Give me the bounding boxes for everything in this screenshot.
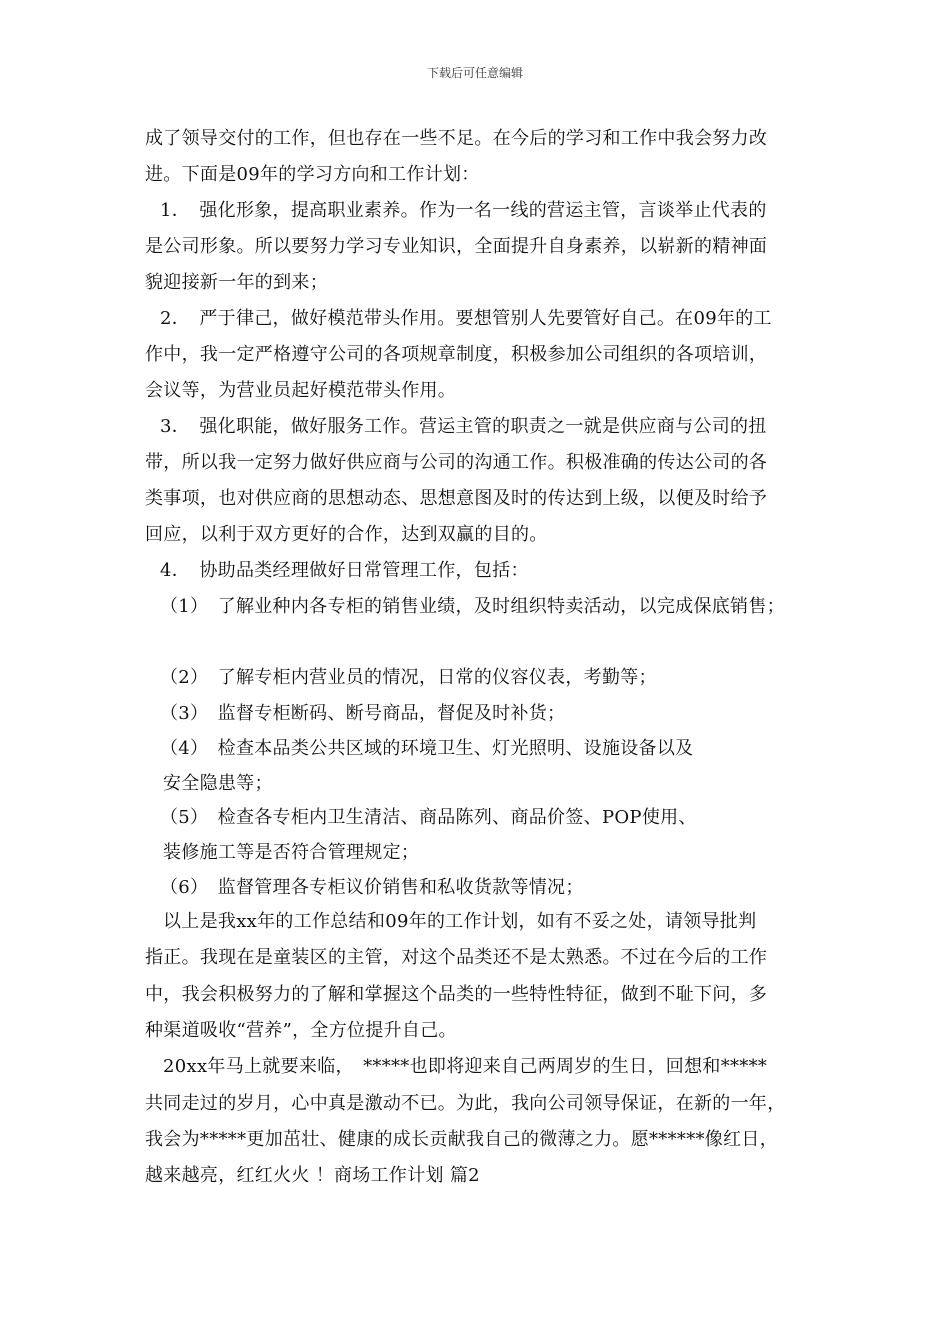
- body-line: 2． 严于律己，做好模范带头作用。要想管别人先要管好自己。在09年的工: [160, 308, 772, 329]
- body-line: 中，我会积极努力的了解和掌握这个品类的一些特性特征，做到不耻下问，多: [145, 984, 768, 1005]
- body-line: 作中，我一定严格遵守公司的各项规章制度，积极参加公司组织的各项培训，: [145, 344, 768, 365]
- body-line: 3． 强化职能，做好服务工作。营运主管的职责之一就是供应商与公司的扭: [160, 416, 767, 437]
- body-line: 1． 强化形象，提高职业素养。作为一名一线的营运主管，言谈举止代表的: [160, 200, 767, 221]
- body-line: 指正。我现在是童装区的主管，对这个品类还不是太熟悉。不过在今后的工作: [145, 947, 768, 968]
- body-line: 装修施工等是否符合管理规定；: [163, 842, 420, 863]
- body-line: （2） 了解专柜内营业员的情况，日常的仪容仪表，考勤等；: [160, 667, 657, 688]
- body-line: 进。下面是09年的学习方向和工作计划：: [145, 164, 480, 185]
- body-line: 种渠道吸收“营养”，全方位提升自己。: [145, 1020, 457, 1041]
- body-line: 20xx年马上就要来临， *****也即将迎来自己两周岁的生日，回想和*****: [163, 1056, 768, 1077]
- body-line: 类事项，也对供应商的思想动态、思想意图及时的传达到上级，以便及时给予: [145, 488, 768, 509]
- body-line: 带，所以我一定努力做好供应商与公司的沟通工作。积极准确的传达公司的各: [145, 452, 768, 473]
- body-line: 4． 协助品类经理做好日常管理工作，包括：: [160, 560, 529, 581]
- body-line: 貌迎接新一年的到来；: [145, 272, 328, 293]
- body-line: 是公司形象。所以要努力学习专业知识，全面提升自身素养，以崭新的精神面: [145, 236, 768, 257]
- body-line: 越来越亮，红红火火 ！商场工作计划 篇2: [145, 1165, 480, 1186]
- body-line: 成了领导交付的工作，但也存在一些不足。在今后的学习和工作中我会努力改: [145, 128, 768, 149]
- body-line: （5） 检查各专柜内卫生清洁、商品陈列、商品价签、POP使用、: [160, 807, 697, 828]
- body-line: 回应，以利于双方更好的合作，达到双赢的目的。: [145, 524, 548, 545]
- body-line: （1） 了解业种内各专柜的销售业绩，及时组织特卖活动，以完成保底销售；: [160, 596, 785, 617]
- body-line: （6） 监督管理各专柜议价销售和私收货款等情况；: [160, 877, 584, 898]
- page-header: 下载后可任意编辑: [426, 66, 523, 80]
- body-line: （4） 检查本品类公共区域的环境卫生、灯光照明、设施设备以及: [160, 738, 694, 759]
- body-line: （3） 监督专柜断码、断号商品，督促及时补货；: [160, 703, 566, 724]
- body-line: 会议等，为营业员起好模范带头作用。: [145, 380, 457, 401]
- body-line: 以上是我xx年的工作总结和09年的工作计划，如有不妥之处，请领导批判: [163, 911, 757, 932]
- body-line: 安全隐患等；: [163, 773, 273, 794]
- body-line: 共同走过的岁月，心中真是激动不已。为此，我向公司领导保证，在新的一年，: [145, 1093, 786, 1114]
- body-line: 我会为*****更加茁壮、健康的成长贡献我自己的微薄之力。愿******像红日，: [145, 1129, 778, 1150]
